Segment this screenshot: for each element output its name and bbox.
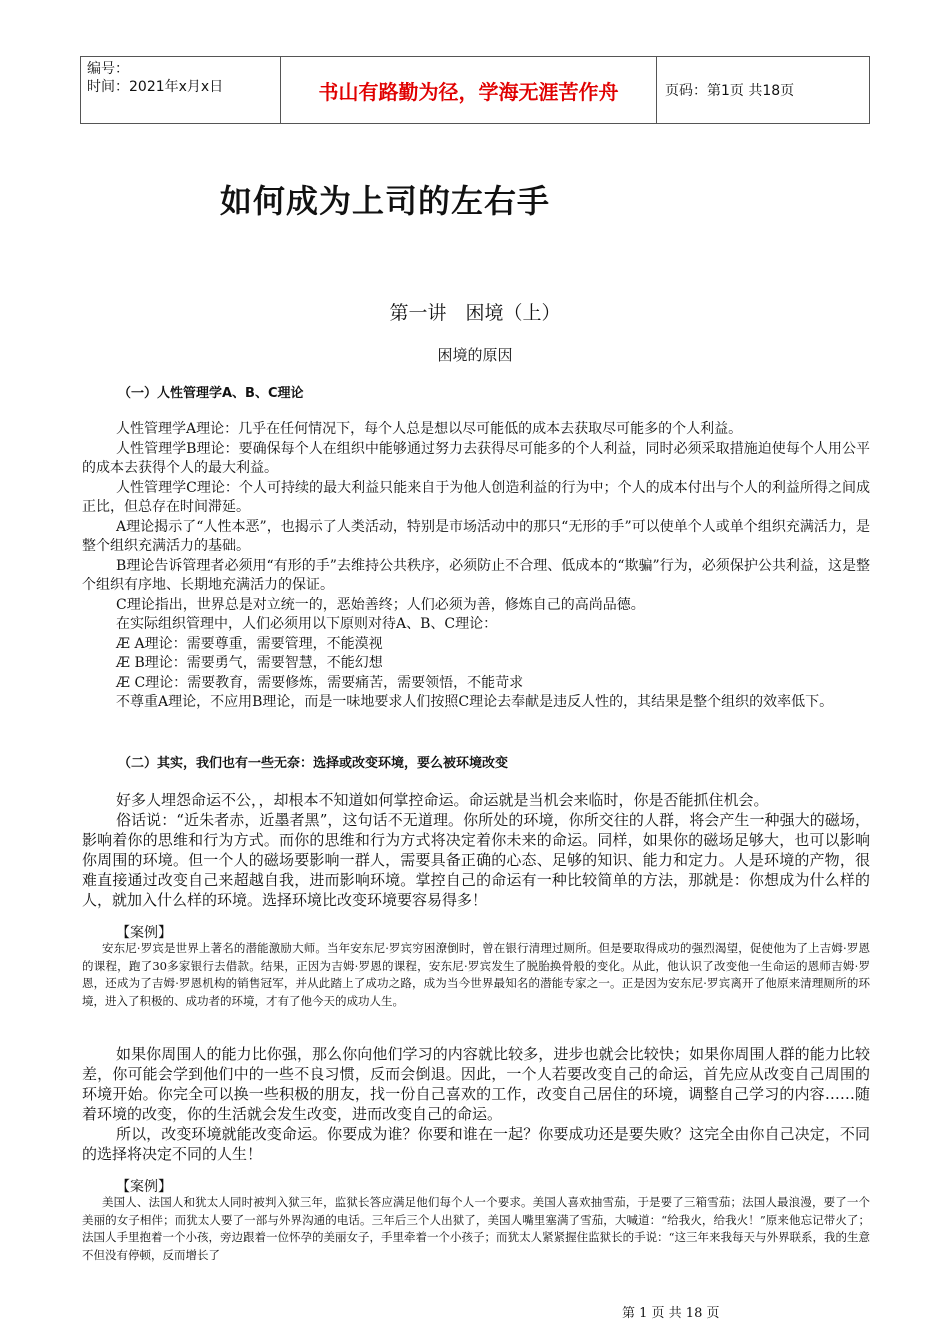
paragraph: 人性管理学A理论：几乎在任何情况下，每个人总是想以尽可能低的成本去获取尽可能多的个人利益。: [116, 421, 743, 437]
time-label: 时间：2021年x月x日: [87, 79, 224, 95]
bullet-item: Æ A理论：需要尊重，需要管理，不能漠视: [116, 635, 383, 652]
paragraph: 在实际组织管理中，人们必须用以下原则对待A、B、C理论：: [116, 616, 498, 632]
document-title: 如何成为上司的左右手: [220, 182, 551, 220]
paragraph: 所以，改变环境就能改变命运。你要成为谁？你要和谁在一起？你要成功还是要失败？这完全由你自己决定，不同的选择将决定不同的人生！: [82, 1125, 870, 1163]
header-motto: 书山有路勤为径，学海无涯苦作舟: [281, 57, 657, 123]
paragraph: 俗话说：“近朱者赤，近墨者黑”，这句话不无道理。你所处的环境，你所交往的人群，将会产生一种强大的磁场，影响着你的思维和行为方式。而你的思维和行为方式将决定着你未来的命运。同样，如果你的磁场足够大，也可以影响你周围的环境。但一个人的磁场要影响一群人，需要具备正确的心态、足够的知识、能力和定力。人是环境的产物，很难直接通过改变自己来超越自我，进而影响环境。掌控自己的命运有一种比较简单的方法，那就是：你想成为什么样的人，就加入什么样的环境。选择环境比改变环境要容易得多！: [82, 811, 870, 909]
number-label: 编号：: [87, 61, 129, 77]
section1-body: [82, 420, 870, 713]
page-footer: 第 1 页 共 18 页: [622, 1306, 720, 1321]
subtitle: 困境的原因: [437, 346, 513, 364]
header-meta: [81, 57, 281, 123]
section2-body: [82, 790, 870, 910]
case2-text: [82, 1194, 870, 1264]
case1-label: 【案例】: [116, 925, 172, 941]
paragraph: B理论告诉管理者必须用“有形的手”去维持公共秩序，必须防止不合理、低成本的“欺骗”行为，必须保护公共利益，这是整个组织有序地、长期地充满活力的保证。: [82, 557, 870, 593]
header-box: [80, 56, 870, 124]
paragraph: A理论揭示了“人性本恶”，也揭示了人类活动，特别是市场活动中的那只“无形的手”可以使单个人或单个组织充满活力，是整个组织充满活力的基础。: [82, 518, 870, 554]
case2-label: 【案例】: [116, 1179, 172, 1195]
section2-heading: （二）其实，我们也有一些无奈：选择或改变环境，要么被环境改变: [118, 756, 509, 771]
section1-heading: （一）人性管理学A、B、C理论: [118, 386, 304, 401]
paragraph: 人性管理学C理论：个人可持续的最大利益只能来自于为他人创造利益的行为中；个人的成本付出与个人的利益所得之间成正比，但总存在时间滞延。: [82, 479, 870, 515]
header-page-info: 页码：第1页 共18页: [665, 83, 795, 99]
paragraph: C理论指出，世界总是对立统一的，恶始善终；人们必须为善，修炼自己的高尚品德。: [116, 596, 645, 613]
case-paragraph: 美国人、法国人和犹太人同时被判入狱三年，监狱长答应满足他们每个人一个要求。美国人喜欢抽雪茄，于是要了三箱雪茄；法国人最浪漫，要了一个美丽的女子相伴；而犹太人要了一部与外界沟通的电话。三年后三个人出狱了，美国人嘴里塞满了雪茄，大喊道：“给我火，给我火！”原来他忘记带火了；法国人手里抱着一个小孩，旁边跟着一位怀孕的美丽女子，手里牵着一个小孩子；而犹太人紧紧握住监狱长的手说：“这三年来我每天与外界联系，我的生意不但没有停顿，反而增长了: [82, 1195, 870, 1262]
case-paragraph: 安东尼·罗宾是世界上著名的潜能激励大师。当年安东尼·罗宾穷困潦倒时，曾在银行清理过厕所。但是要取得成功的强烈渴望，促使他为了上吉姆·罗恩的课程，跑了30多家银行去借款。结果，正因为吉姆·罗恩的课程，安东尼·罗宾发生了脱胎换骨般的变化。从此，他认识了改变他一生命运的恩师吉姆·罗恩，还成为了吉姆·罗恩机构的销售冠军，并从此踏上了成功之路，成为当今世界最知名的潜能专家之一。正是因为安东尼·罗宾离开了他原来清理厕所的环境，进入了积极的、成功者的环境，才有了他今天的成功人生。: [82, 941, 870, 1008]
paragraph: 不尊重A理论，不应用B理论，而是一味地要求人们按照C理论去奉献是违反人性的，其结果是整个组织的效率低下。: [116, 694, 834, 710]
paragraph: 人性管理学B理论：要确保每个人在组织中能够通过努力去获得尽可能多的个人利益，同时必须采取措施迫使每个人用公平的成本去获得个人的最大利益。: [82, 440, 870, 476]
bullet-item: Æ C理论：需要教育，需要修炼，需要痛苦，需要领悟，不能苛求: [116, 674, 524, 691]
paragraph: 如果你周围人的能力比你强，那么你向他们学习的内容就比较多，进步也就会比较快；如果你周围人群的能力比较差，你可能会学到他们中的一些不良习惯，反而会倒退。因此，一个人若要改变自己的命运，首先应从改变自己周围的环境开始。你完全可以换一些积极的朋友，找一份自己喜欢的工作，改变自己居住的环境，调整自己学习的内容……随着环境的改变，你的生活就会发生改变，进而改变自己的命运。: [82, 1045, 870, 1123]
case1-text: [82, 940, 870, 1010]
bullet-item: Æ B理论：需要勇气，需要智慧，不能幻想: [116, 655, 383, 671]
lecture-heading: 第一讲 困境（上）: [389, 302, 561, 324]
section2-body-continued: [82, 1044, 870, 1164]
paragraph: 好多人埋怨命运不公，，却根本不知道如何掌控命运。命运就是当机会来临时，你是否能抓住机会。: [116, 791, 769, 809]
